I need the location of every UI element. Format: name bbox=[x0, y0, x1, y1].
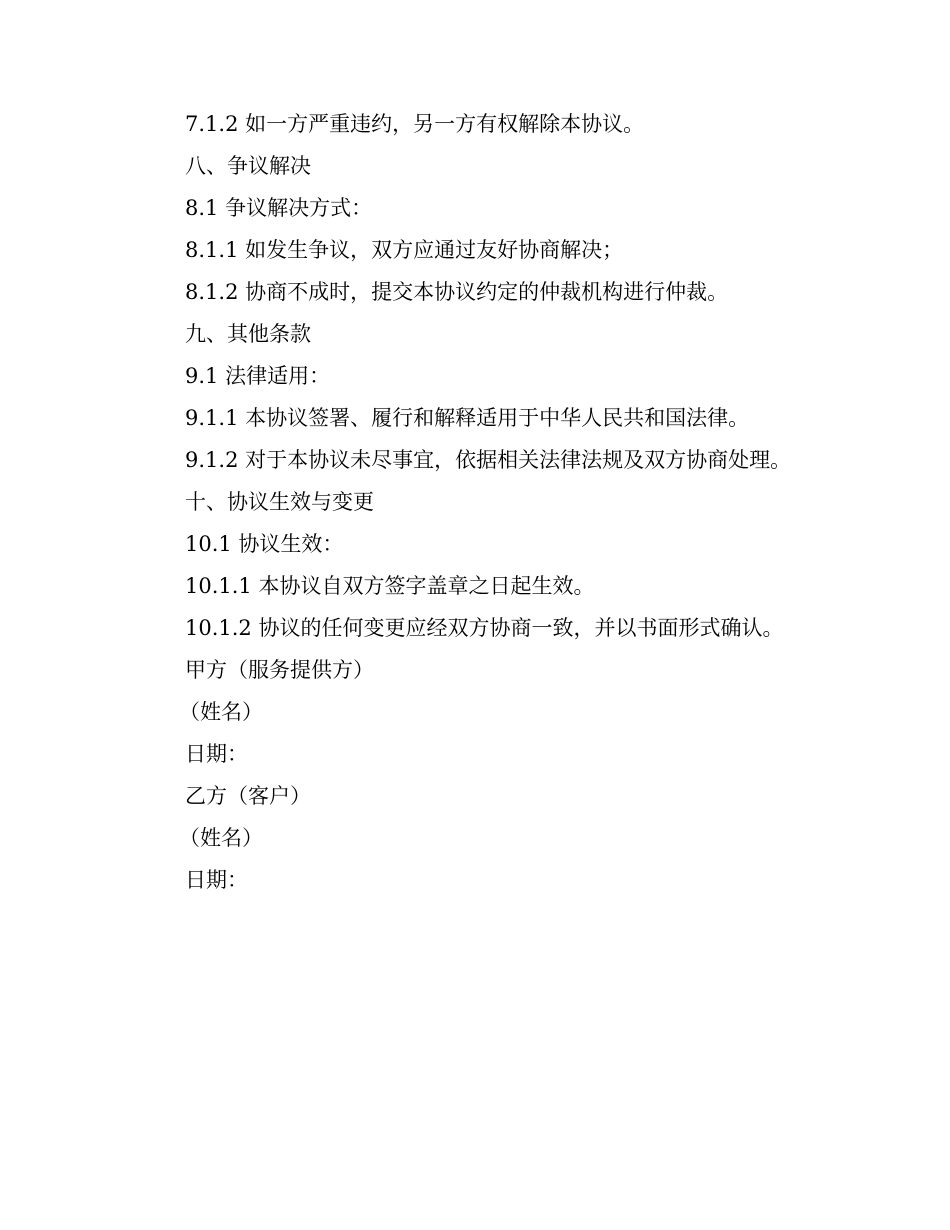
party-a-date-label: 日期： bbox=[185, 742, 248, 766]
section-heading-8: 八、争议解决 bbox=[185, 154, 311, 178]
clause-8-1-1: 8.1.1 如发生争议，双方应通过友好协商解决； bbox=[185, 238, 624, 262]
clause-7-1-2: 7.1.2 如一方严重违约，另一方有权解除本协议。 bbox=[185, 112, 645, 136]
section-heading-10: 十、协议生效与变更 bbox=[185, 490, 374, 514]
section-heading-9: 九、其他条款 bbox=[185, 322, 311, 346]
party-b-name-placeholder: （姓名） bbox=[179, 826, 263, 850]
clause-9-1-2: 9.1.2 对于本协议未尽事宜，依据相关法律法规及双方协商处理。 bbox=[185, 448, 792, 472]
clause-10-1-1: 10.1.1 本协议自双方签字盖章之日起生效。 bbox=[185, 574, 595, 598]
party-b-date-label: 日期： bbox=[185, 868, 248, 892]
clause-9-1-1: 9.1.1 本协议签署、履行和解释适用于中华人民共和国法律。 bbox=[185, 406, 750, 430]
clause-10-1-2: 10.1.2 协议的任何变更应经双方协商一致，并以书面形式确认。 bbox=[185, 616, 784, 640]
party-a-name-placeholder: （姓名） bbox=[179, 700, 263, 724]
clause-9-1: 9.1 法律适用： bbox=[185, 364, 331, 388]
clause-10-1: 10.1 协议生效： bbox=[185, 532, 344, 556]
document-body bbox=[179, 108, 885, 906]
clause-8-1-2: 8.1.2 协商不成时，提交本协议约定的仲裁机构进行仲裁。 bbox=[185, 280, 729, 304]
party-b-label: 乙方（客户） bbox=[185, 784, 311, 808]
clause-8-1: 8.1 争议解决方式： bbox=[185, 196, 373, 220]
party-a-label: 甲方（服务提供方） bbox=[185, 658, 374, 682]
